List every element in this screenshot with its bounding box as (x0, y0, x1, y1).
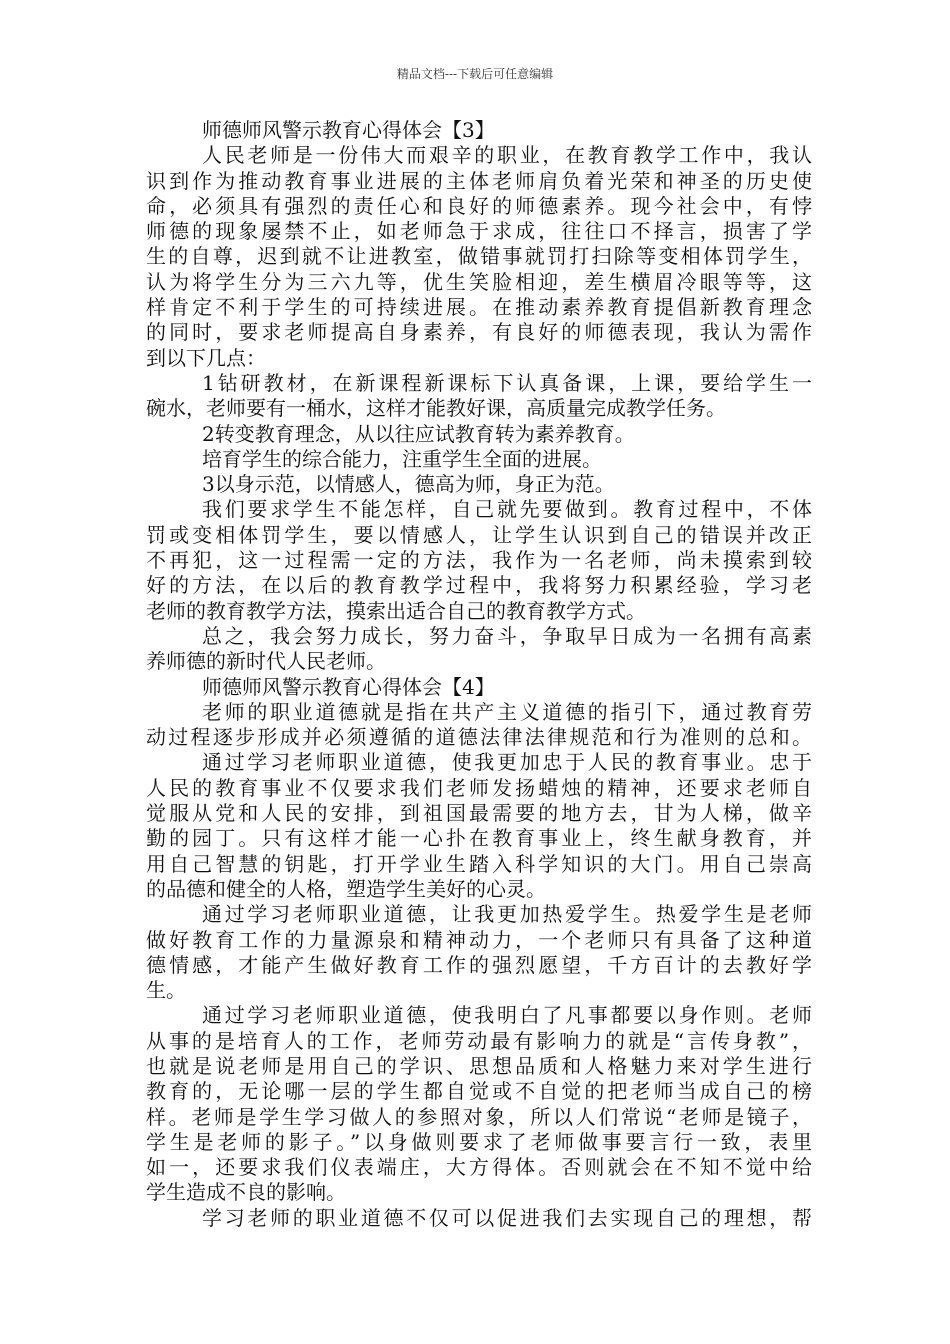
text-line: 从事的是培育人的工作，老师劳动最有影响力的就是“言传身教”， (146, 1028, 812, 1053)
text-line: 生的自尊，迟到就不让进教室，做错事就罚打扫除等变相体罚学生， (146, 244, 812, 269)
text-line: 德情感，才能产生做好教育工作的强烈愿望，千方百计的去教好学 (146, 952, 812, 977)
text-line: 师德师风警示教育心得体会【3】 (202, 118, 495, 142)
text-line: 碗水，老师要有一桶水，这样才能教好课，高质量完成教学任务。 (146, 396, 726, 421)
text-line: 的同时，要求老师提高自身素养，有良好的师德表现，我认为需作 (146, 320, 812, 345)
text-line: 培育学生的综合能力，注重学生全面的进展。 (202, 446, 602, 471)
text-line: 识到作为推动教育事业进展的主体老师肩负着光荣和神圣的历史使 (146, 168, 812, 193)
text-line: 教育的，无论哪一层的学生都自觉或不自觉的把老师当成自己的榜 (146, 1079, 812, 1104)
text-line: 3以身示范，以情感人，德高为师，身正为范。 (202, 472, 615, 497)
text-line: 通过学习老师职业道德，使我更加忠于人民的教育事业。忠于 (202, 750, 812, 775)
text-line: 命，必须具有强烈的责任心和良好的师德素养。现今社会中，有悖 (146, 193, 812, 218)
text-line: 罚或变相体罚学生，要以情感人，让学生认识到自己的错误并改正 (146, 522, 812, 547)
text-line: 不再犯，这一过程需一定的方法，我作为一名老师，尚未摸索到较 (146, 548, 812, 573)
text-line: 到以下几点： (146, 345, 266, 370)
document-body (146, 118, 812, 1231)
text-line: 老师的教育教学方法，摸索出适合自己的教育教学方式。 (146, 598, 646, 623)
text-line: 生。 (146, 978, 186, 1003)
text-line: 2转变教育理念，从以往应试教育转为素养教育。 (202, 421, 635, 446)
text-line: 师德的现象屡禁不止，如老师急于求成，往往口不择言，损害了学 (146, 219, 812, 244)
text-line: 师德师风警示教育心得体会【4】 (202, 674, 495, 699)
text-line: 我们要求学生不能怎样，自己就先要做到。教育过程中，不体 (202, 497, 812, 522)
page-header: 精品文档---下载后可任意编辑 (396, 67, 554, 81)
text-line: 通过学习老师职业道德，让我更加热爱学生。热爱学生是老师 (202, 902, 812, 927)
text-line: 养师德的新时代人民老师。 (146, 649, 386, 674)
text-line: 学生是老师的影子。”以身做则要求了老师做事要言行一致，表里 (146, 1129, 812, 1154)
text-line: 也就是说老师是用自己的学识、思想品质和人格魅力来对学生进行 (146, 1053, 812, 1078)
text-line: 总之，我会努力成长，努力奋斗，争取早日成为一名拥有高素 (202, 623, 812, 648)
text-line: 勤的园丁。只有这样才能一心扑在教育事业上，终生献身教育，并 (146, 826, 812, 851)
text-line: 样肯定不利于学生的可持续进展。在推动素养教育提倡新教育理念 (146, 295, 812, 320)
text-line: 学生造成不良的影响。 (146, 1180, 346, 1205)
text-line: 人民的教育事业不仅要求我们老师发扬蜡烛的精神，还要求老师自 (146, 775, 812, 800)
text-line: 人民老师是一份伟大而艰辛的职业，在教育教学工作中，我认 (202, 143, 812, 168)
text-line: 认为将学生分为三六九等，优生笑脸相迎，差生横眉冷眼等等，这 (146, 269, 812, 294)
text-line: 做好教育工作的力量源泉和精神动力，一个老师只有具备了这种道 (146, 927, 812, 952)
text-line: 用自己智慧的钥匙，打开学业生踏入科学知识的大门。用自己崇高 (146, 851, 812, 876)
text-line: 好的方法，在以后的教育教学过程中，我将努力积累经验，学习老 (146, 573, 812, 598)
text-line: 通过学习老师职业道德，使我明白了凡事都要以身作则。老师 (202, 1003, 812, 1028)
text-line: 如一，还要求我们仪表端庄，大方得体。否则就会在不知不觉中给 (146, 1155, 812, 1180)
text-line: 觉服从党和人民的安排，到祖国最需要的地方去，甘为人梯，做辛 (146, 801, 812, 826)
text-line: 1钻研教材，在新课程新课标下认真备课，上课，要给学生一 (202, 370, 812, 395)
text-line: 老师的职业道德就是指在共产主义道德的指引下，通过教育劳 (202, 699, 812, 724)
text-line: 的品德和健全的人格，塑造学生美好的心灵。 (146, 876, 546, 901)
text-line: 样。老师是学生学习做人的参照对象，所以人们常说“老师是镜子， (146, 1104, 812, 1129)
text-line: 学习老师的职业道德不仅可以促进我们去实现自己的理想，帮 (202, 1205, 812, 1230)
text-line: 动过程逐步形成并必须遵循的道德法律法律规范和行为准则的总和。 (146, 725, 812, 750)
